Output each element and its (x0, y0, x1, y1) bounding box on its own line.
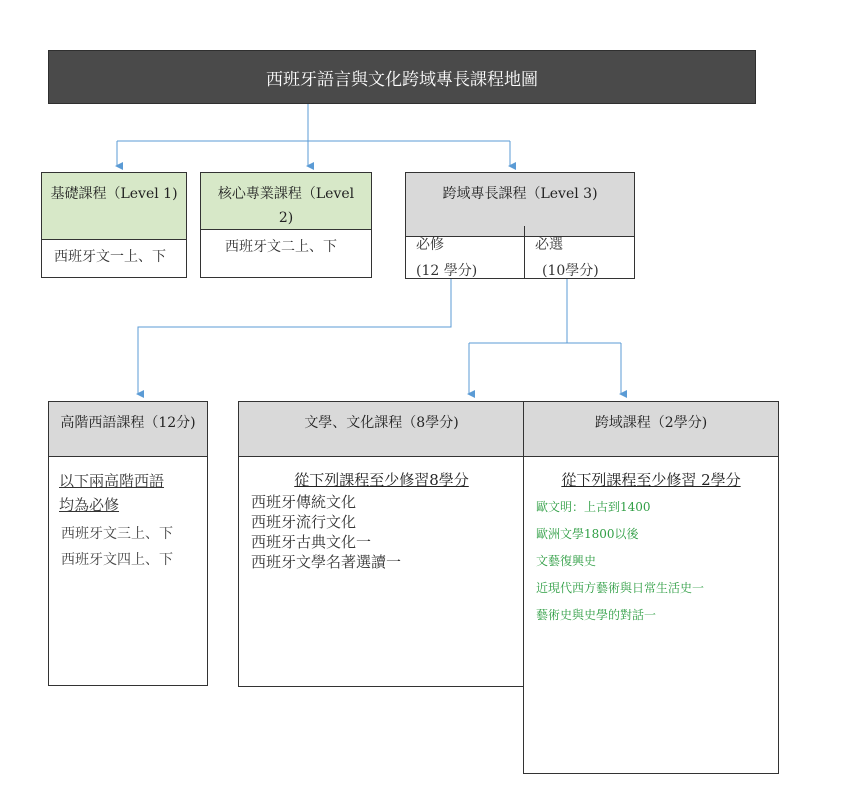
level2-header-line1: 核心專業課程（Level (217, 186, 355, 202)
level2-content: 西班牙文二上、下 (225, 239, 337, 255)
level3-header: 跨域專長課程（Level 3) (406, 173, 634, 237)
level3-required-credits: (12 學分) (416, 263, 478, 279)
level3-elective-credits: (10學分) (542, 263, 599, 279)
cross-course: 文藝復興史 (536, 554, 597, 568)
level3-elective-label: 必選 (535, 237, 563, 253)
cross-note: 從下列課程至少修習 2學分 (561, 471, 741, 489)
advanced-header: 高階西語課程（12分) (49, 402, 207, 457)
level3-divider (524, 226, 525, 278)
cross-header: 跨域課程（2學分) (524, 402, 778, 457)
literature-course: 西班牙文學名著選讀一 (251, 553, 402, 571)
advanced-note-line1: 以下兩高階西語 (59, 472, 165, 490)
page-title-text: 西班牙語言與文化跨域專長課程地圖 (266, 69, 538, 90)
level3-required-label: 必修 (416, 237, 444, 253)
level1-content: 西班牙文一上、下 (54, 249, 166, 265)
literature-header: 文學、文化課程（8學分) (239, 402, 524, 457)
cross-course: 歐洲文學1800以後 (536, 527, 639, 541)
cross-course: 藝術史與史學的對話一 (536, 608, 657, 622)
literature-course: 西班牙古典文化一 (251, 533, 372, 551)
page-title (48, 50, 756, 104)
level1-header: 基礎課程（Level 1) (42, 173, 186, 240)
level2-box (200, 172, 372, 278)
level2-header (201, 173, 371, 230)
advanced-note-line2: 均為必修 (59, 496, 120, 514)
level2-header-line2: 2) (278, 210, 294, 226)
advanced-course: 西班牙文四上、下 (61, 552, 173, 568)
literature-course: 西班牙傳統文化 (251, 493, 357, 511)
level3-box (405, 172, 635, 279)
advanced-box (48, 401, 208, 686)
literature-course: 西班牙流行文化 (251, 513, 357, 531)
cross-box (523, 401, 779, 774)
literature-box (238, 401, 525, 687)
connector-to-advanced (138, 278, 451, 394)
literature-note: 從下列課程至少修習8學分 (294, 471, 469, 489)
cross-course: 歐文明：上古到1400 (536, 500, 651, 514)
cross-course: 近現代西方藝術與日常生活史一 (536, 581, 705, 595)
level1-box (41, 172, 187, 278)
advanced-course: 西班牙文三上、下 (61, 526, 173, 542)
